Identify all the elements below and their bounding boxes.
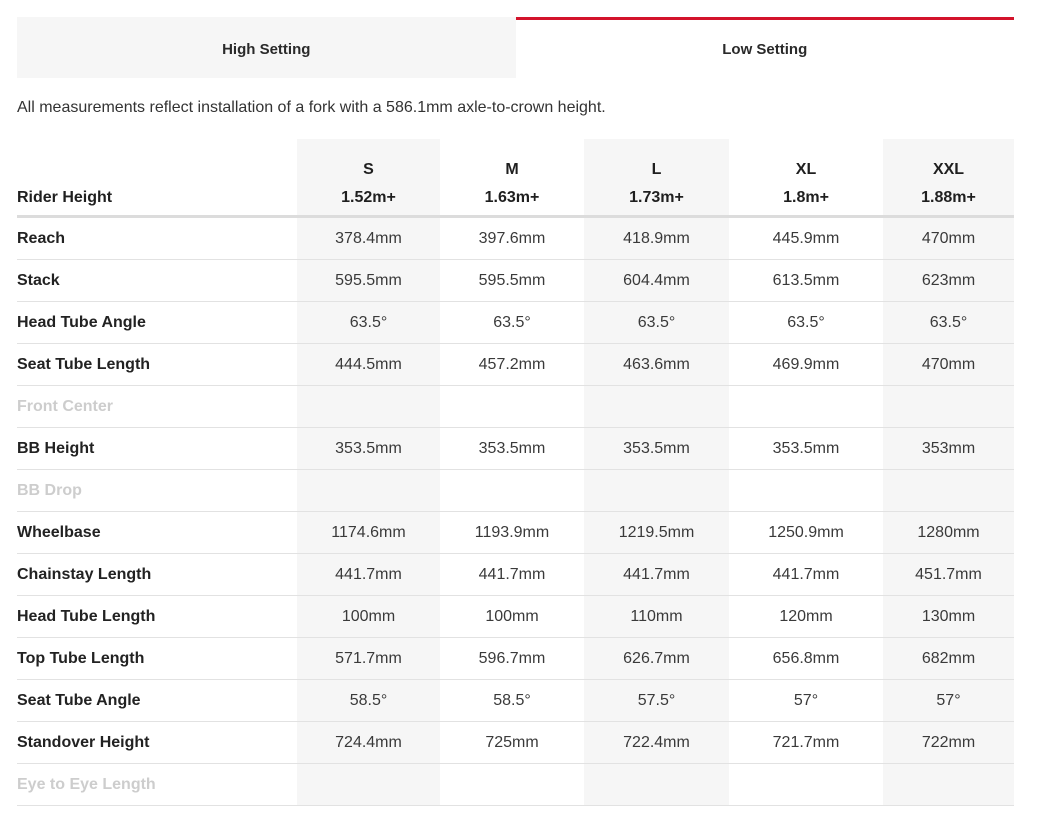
table-row bbox=[17, 386, 1014, 428]
tab-high-setting[interactable]: High Setting bbox=[17, 17, 516, 78]
cell-l bbox=[584, 386, 729, 428]
cell-xl: 353.5mm bbox=[729, 428, 883, 470]
cell-s bbox=[297, 470, 440, 512]
table-row bbox=[17, 260, 1014, 302]
size-xxl-header: XXL bbox=[883, 139, 1014, 181]
cell-s: 444.5mm bbox=[297, 344, 440, 386]
row-label: Reach bbox=[17, 217, 297, 260]
size-xl-header: XL bbox=[795, 161, 817, 178]
row-label: Standover Height bbox=[17, 722, 297, 764]
tab-low-setting[interactable]: Low Setting bbox=[516, 17, 1015, 78]
rider-height-xxl: 1.88m+ bbox=[883, 181, 1014, 217]
table-row bbox=[17, 512, 1014, 554]
cell-m: 596.7mm bbox=[440, 638, 584, 680]
cell-s: 58.5° bbox=[297, 680, 440, 722]
row-label: Chainstay Length bbox=[17, 554, 297, 596]
cell-xxl: 623mm bbox=[883, 260, 1014, 302]
size-m-header: M bbox=[505, 161, 519, 178]
cell-xxl: 722mm bbox=[883, 722, 1014, 764]
geometry-table bbox=[17, 139, 1014, 806]
cell-l bbox=[584, 764, 729, 806]
cell-s bbox=[297, 386, 440, 428]
table-row bbox=[17, 302, 1014, 344]
cell-xl: 656.8mm bbox=[729, 638, 883, 680]
table-row bbox=[17, 596, 1014, 638]
cell-l: 604.4mm bbox=[584, 260, 729, 302]
size-l-header: L bbox=[584, 139, 729, 181]
table-row bbox=[17, 217, 1014, 260]
cell-xl: 120mm bbox=[729, 596, 883, 638]
row-label: Eye to Eye Length bbox=[17, 764, 297, 806]
cell-xl: 721.7mm bbox=[729, 722, 883, 764]
cell-xxl: 470mm bbox=[883, 217, 1014, 260]
table-row bbox=[17, 470, 1014, 512]
cell-m: 63.5° bbox=[440, 302, 584, 344]
cell-s: 353.5mm bbox=[297, 428, 440, 470]
cell-l: 57.5° bbox=[584, 680, 729, 722]
cell-xxl: 130mm bbox=[883, 596, 1014, 638]
cell-xl: 1250.9mm bbox=[729, 512, 883, 554]
cell-xxl: 470mm bbox=[883, 344, 1014, 386]
table-row bbox=[17, 764, 1014, 806]
cell-m: 1193.9mm bbox=[440, 512, 584, 554]
row-label: Seat Tube Length bbox=[17, 344, 297, 386]
cell-l: 626.7mm bbox=[584, 638, 729, 680]
cell-xl: 469.9mm bbox=[729, 344, 883, 386]
table-row bbox=[17, 428, 1014, 470]
cell-xxl bbox=[883, 470, 1014, 512]
cell-xxl bbox=[883, 386, 1014, 428]
cell-l bbox=[584, 470, 729, 512]
row-label: Top Tube Length bbox=[17, 638, 297, 680]
size-header-row bbox=[17, 139, 1014, 181]
cell-m: 457.2mm bbox=[440, 344, 584, 386]
cell-s: 441.7mm bbox=[297, 554, 440, 596]
cell-m: 100mm bbox=[440, 596, 584, 638]
cell-m: 595.5mm bbox=[440, 260, 584, 302]
row-label: Front Center bbox=[17, 386, 297, 428]
cell-xl: 441.7mm bbox=[729, 554, 883, 596]
cell-s: 378.4mm bbox=[297, 217, 440, 260]
cell-xxl: 353mm bbox=[883, 428, 1014, 470]
cell-s: 571.7mm bbox=[297, 638, 440, 680]
cell-m bbox=[440, 470, 584, 512]
cell-xl: 445.9mm bbox=[729, 217, 883, 260]
cell-xxl bbox=[883, 764, 1014, 806]
cell-xxl: 451.7mm bbox=[883, 554, 1014, 596]
cell-xl bbox=[729, 386, 883, 428]
cell-m bbox=[440, 386, 584, 428]
cell-s: 63.5° bbox=[297, 302, 440, 344]
cell-l: 353.5mm bbox=[584, 428, 729, 470]
cell-m: 441.7mm bbox=[440, 554, 584, 596]
table-row bbox=[17, 638, 1014, 680]
cell-l: 1219.5mm bbox=[584, 512, 729, 554]
cell-xxl: 57° bbox=[883, 680, 1014, 722]
cell-l: 722.4mm bbox=[584, 722, 729, 764]
cell-xxl: 682mm bbox=[883, 638, 1014, 680]
cell-l: 441.7mm bbox=[584, 554, 729, 596]
cell-l: 418.9mm bbox=[584, 217, 729, 260]
cell-m: 58.5° bbox=[440, 680, 584, 722]
cell-s: 595.5mm bbox=[297, 260, 440, 302]
cell-xxl: 63.5° bbox=[883, 302, 1014, 344]
cell-xl bbox=[729, 764, 883, 806]
table-row bbox=[17, 722, 1014, 764]
row-label: BB Drop bbox=[17, 470, 297, 512]
cell-s bbox=[297, 764, 440, 806]
table-row bbox=[17, 554, 1014, 596]
rider-height-l: 1.73m+ bbox=[584, 181, 729, 217]
row-label: BB Height bbox=[17, 428, 297, 470]
cell-l: 63.5° bbox=[584, 302, 729, 344]
rider-height-row bbox=[17, 181, 1014, 217]
row-label: Head Tube Length bbox=[17, 596, 297, 638]
cell-l: 110mm bbox=[584, 596, 729, 638]
cell-s: 1174.6mm bbox=[297, 512, 440, 554]
empty-corner bbox=[17, 139, 297, 181]
row-label: Seat Tube Angle bbox=[17, 680, 297, 722]
cell-xl: 613.5mm bbox=[729, 260, 883, 302]
rider-height-m: 1.63m+ bbox=[440, 181, 584, 217]
row-label: Stack bbox=[17, 260, 297, 302]
size-s-header: S bbox=[297, 139, 440, 181]
cell-m: 397.6mm bbox=[440, 217, 584, 260]
cell-xl bbox=[729, 470, 883, 512]
rider-height-label: Rider Height bbox=[17, 181, 297, 217]
cell-xl: 57° bbox=[729, 680, 883, 722]
cell-xxl: 1280mm bbox=[883, 512, 1014, 554]
cell-xl: 63.5° bbox=[729, 302, 883, 344]
cell-s: 100mm bbox=[297, 596, 440, 638]
row-label: Wheelbase bbox=[17, 512, 297, 554]
measurement-note: All measurements reflect installation of a fork with a 586.1mm axle-to-crown height. bbox=[17, 99, 606, 116]
row-label: Head Tube Angle bbox=[17, 302, 297, 344]
cell-m: 725mm bbox=[440, 722, 584, 764]
table-row bbox=[17, 344, 1014, 386]
cell-m: 353.5mm bbox=[440, 428, 584, 470]
rider-height-xl: 1.8m+ bbox=[729, 181, 883, 217]
rider-height-s: 1.52m+ bbox=[297, 181, 440, 217]
cell-s: 724.4mm bbox=[297, 722, 440, 764]
setting-tabs bbox=[17, 17, 1014, 78]
cell-m bbox=[440, 764, 584, 806]
table-row bbox=[17, 680, 1014, 722]
cell-l: 463.6mm bbox=[584, 344, 729, 386]
